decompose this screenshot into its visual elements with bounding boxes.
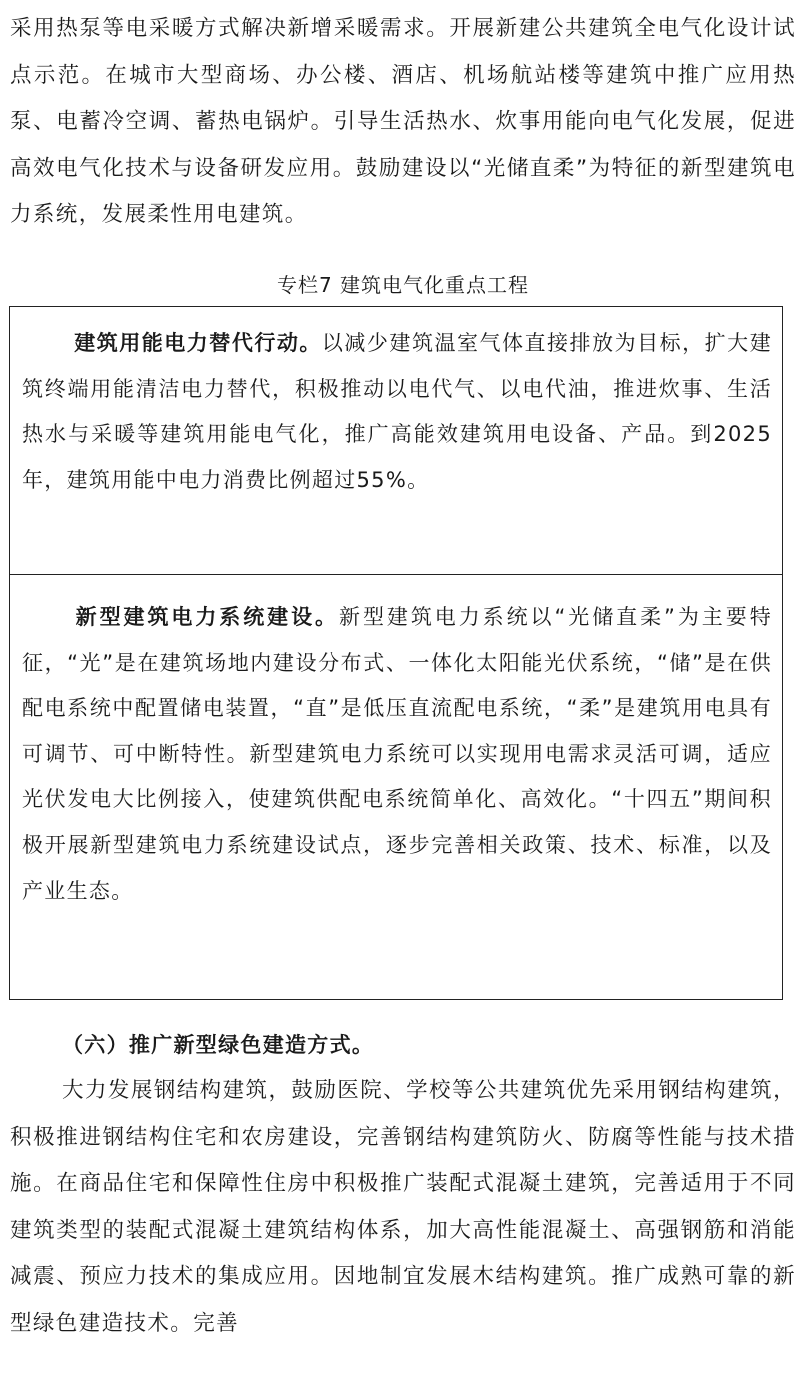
column-caption: 专栏7 建筑电气化重点工程 xyxy=(276,273,530,297)
column-item-1-text: 以减少建筑温室气体直接排放为目标，扩大建筑终端用能清洁电力替代，积极推动以电代气、以电代油，推进炊事、生活热水与采暖等建筑用能电气化，推广高能效建筑用电设备、产品。到2025年，建筑用能中电力消费比例超过55%。 xyxy=(22,331,772,492)
column-item-2-paragraph xyxy=(22,595,772,914)
column-item-2-text: 新型建筑电力系统以“光储直柔”为主要特征，“光”是在建筑场地内建设分布式、一体化太阳能光伏系统，“储”是在供配电系统中配置储电装置，“直”是低压直流配电系统，“柔”是建筑用电具有可调节、可中断特性。新型建筑电力系统可以实现用电需求灵活可调，适应光伏发电大比例接入，使建筑供配电系统简单化、高效化。“十四五”期间积极开展新型建筑电力系统建设试点，逐步完善相关政策、技术、标准，以及产业生态。 xyxy=(22,605,772,903)
column-item-2-title: 新型建筑电力系统建设。 xyxy=(74,605,339,629)
column-item-1-title: 建筑用能电力替代行动。 xyxy=(74,331,322,355)
section-heading: （六）推广新型绿色建造方式。 xyxy=(62,1033,375,1057)
body-paragraph xyxy=(10,1068,796,1347)
column-box-item-2 xyxy=(9,574,783,1000)
intro-paragraph: 采用热泵等电采暖方式解决新增采暖需求。开展新建公共建筑全电气化设计试点示范。在城市大型商场、办公楼、酒店、机场航站楼等建筑中推广应用热泵、电蓄冷空调、蓄热电锅炉。引导生活热水、炊事用能向电气化发展，促进高效电气化技术与设备研发应用。鼓励建设以“光储直柔”为特征的新型建筑电力系统，发展柔性用电建筑。 xyxy=(10,16,796,227)
column-box-item-1 xyxy=(9,306,783,574)
column-item-1-paragraph xyxy=(22,321,772,503)
body-paragraph-text: 大力发展钢结构建筑，鼓励医院、学校等公共建筑优先采用钢结构建筑，积极推进钢结构住宅和农房建设，完善钢结构建筑防火、防腐等性能与技术措施。在商品住宅和保障性住房中积极推广装配式混凝土建筑，完善适用于不同建筑类型的装配式混凝土建筑结构体系，加大高性能混凝土、高强钢筋和消能减震、预应力技术的集成应用。因地制宜发展木结构建筑。推广成熟可靠的新型绿色建造技术。完善 xyxy=(10,1078,796,1336)
